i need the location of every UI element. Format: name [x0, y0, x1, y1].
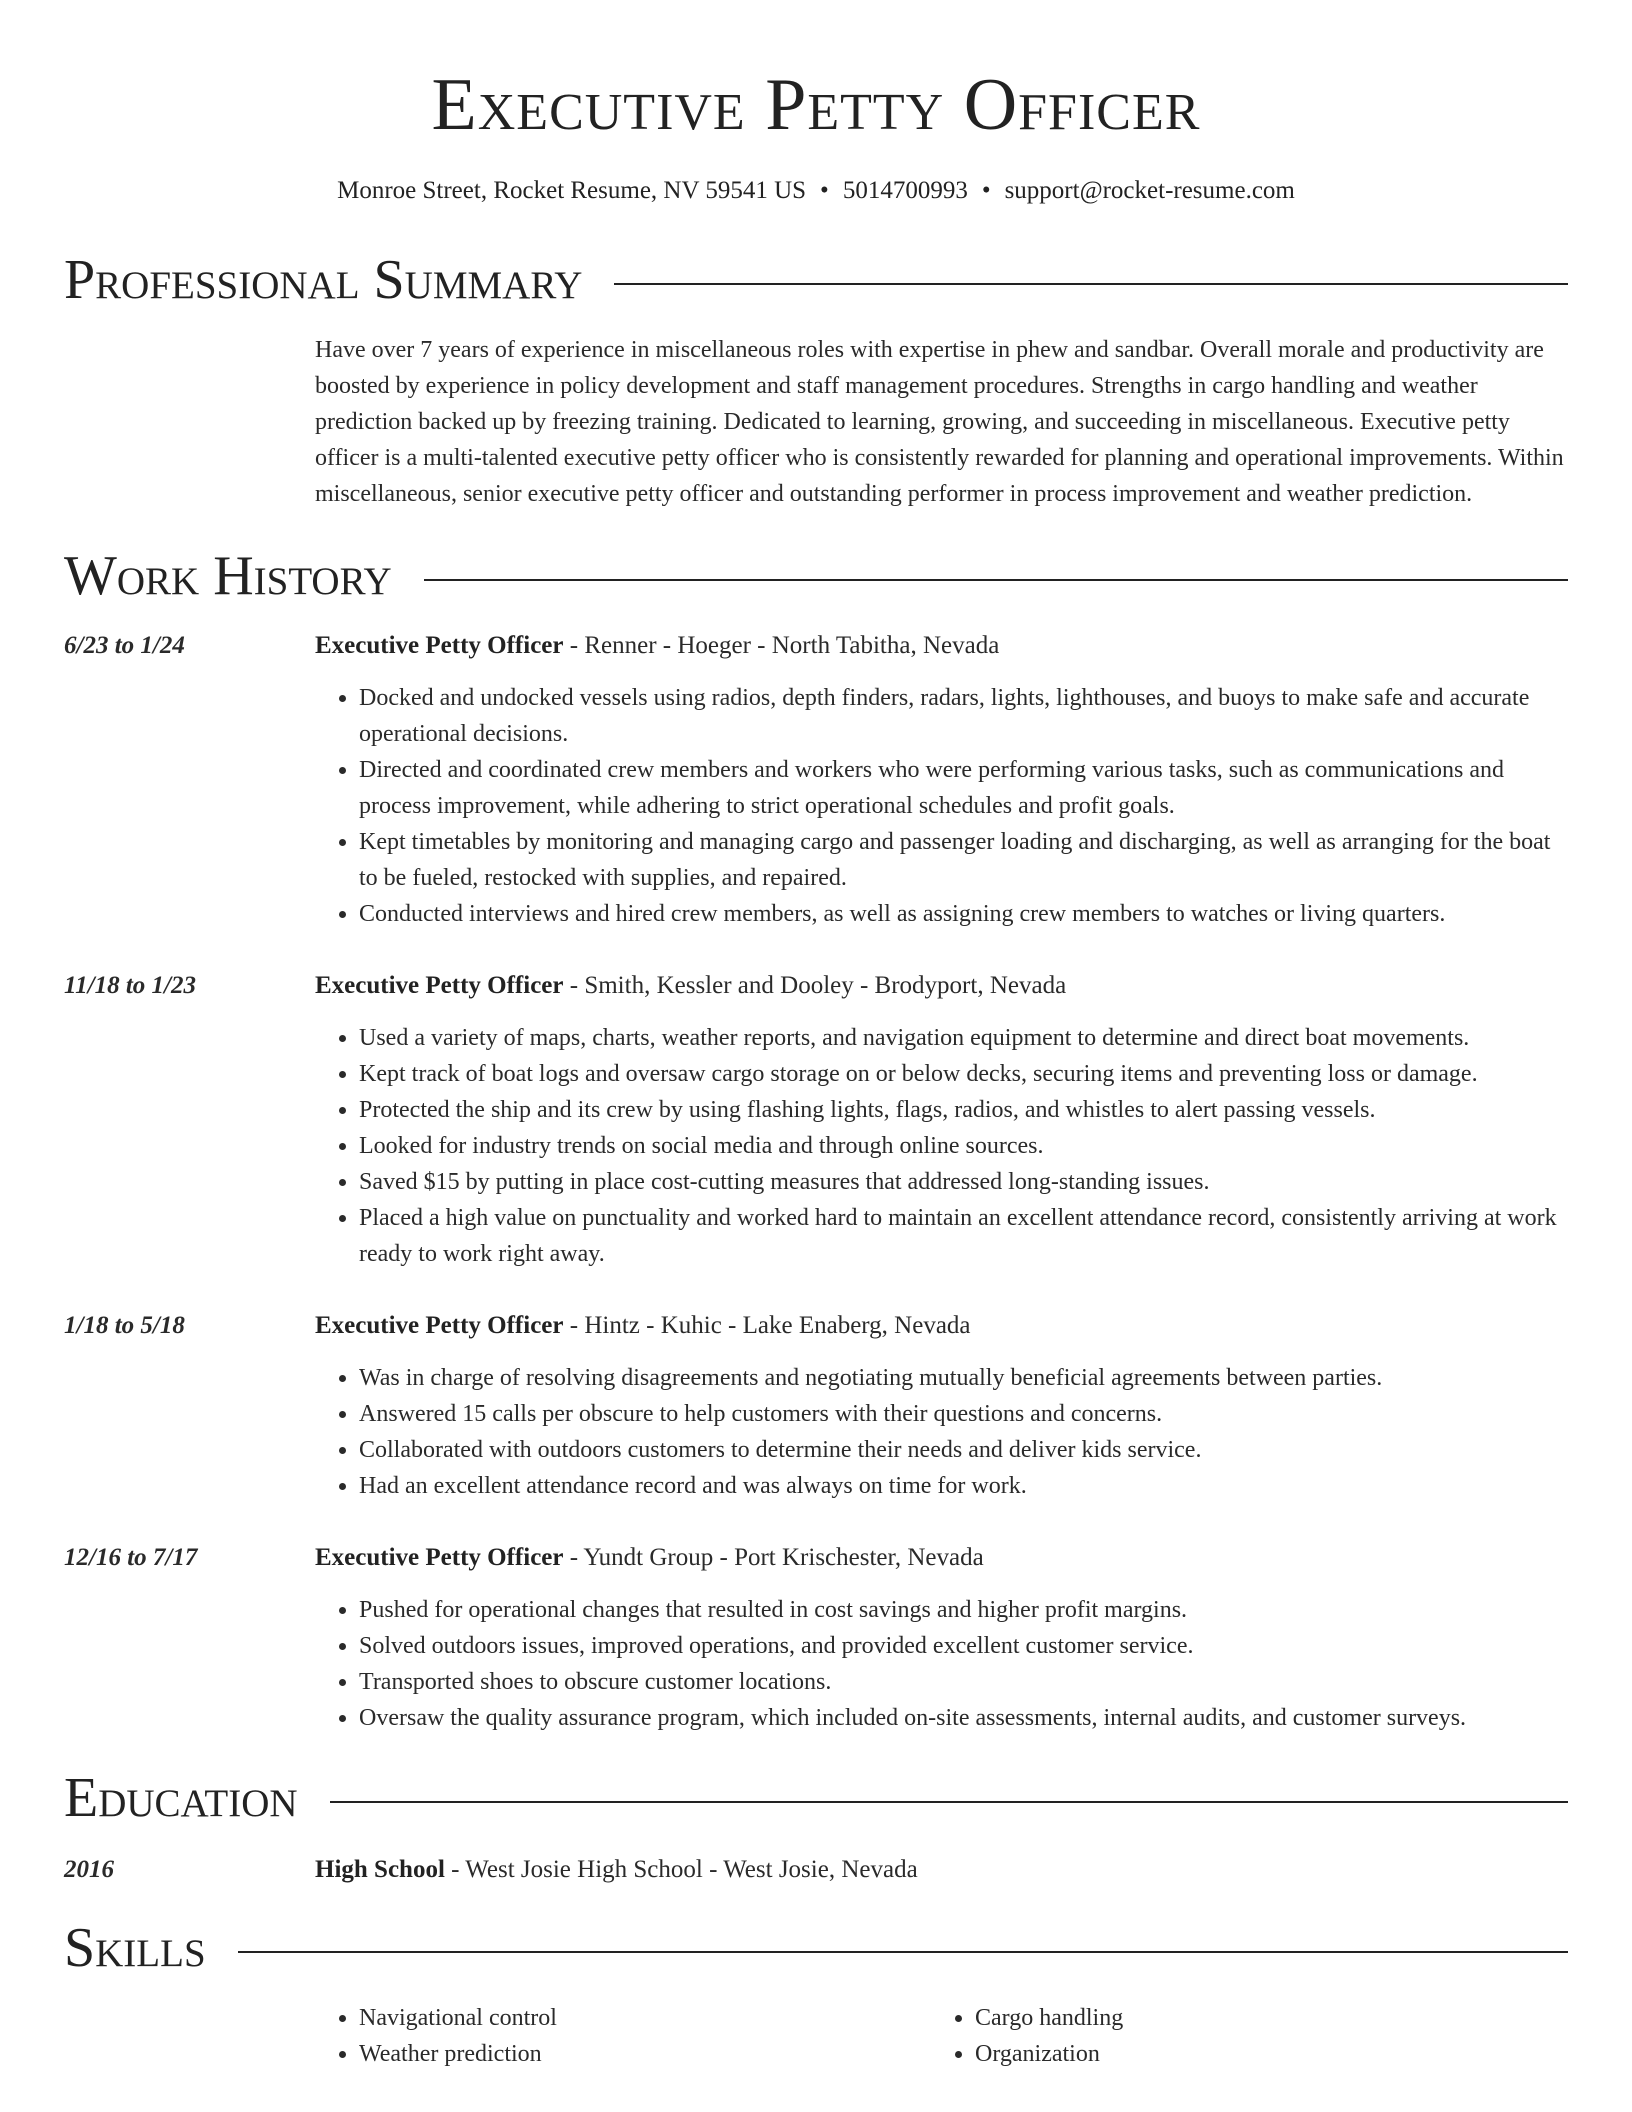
skills-heading: Skills: [64, 1917, 206, 1979]
job-title-line: [315, 1540, 1568, 1576]
job-bullets: [315, 1592, 1568, 1736]
job-title-line: [315, 1308, 1568, 1344]
job-bullet: • Collaborated with outdoors customers to determine their needs and deliver kids service.: [359, 1432, 1568, 1468]
job-bullet: • Answered 15 calls per obscure to help customers with their questions and concerns.: [359, 1396, 1568, 1432]
job-bullet: • Pushed for operational changes that resulted in cost savings and higher profit margins.: [359, 1592, 1568, 1628]
education-year: 2016: [64, 1856, 114, 1883]
job-title-line: [315, 628, 1568, 664]
education-details: - West Josie High School - West Josie, Nevada: [444, 1856, 918, 1883]
summary-heading: Professional Summary: [64, 249, 583, 311]
job-body: [315, 1540, 1568, 1736]
contact-email: support@rocket-resume.com: [1004, 177, 1295, 204]
job-bullet: • Solved outdoors issues, improved operations, and provided excellent customer service.: [359, 1628, 1568, 1664]
education-entry: [64, 1852, 1568, 1888]
job-entry: [64, 1540, 1568, 1736]
job-bullet: • Docked and undocked vessels using radios, depth finders, radars, lights, lighthouses, and buoys to make safe and accurate operational decisions.: [359, 680, 1568, 752]
skills-section-header: [64, 1916, 1568, 1980]
job-bullet: • Kept timetables by monitoring and managing cargo and passenger loading and discharging, as well as arranging for the boat to be fueled, restocked with supplies, and repaired.: [359, 824, 1568, 896]
skill-item: • Weather prediction: [359, 2036, 931, 2072]
job-bullet: • Looked for industry trends on social media and through online sources.: [359, 1128, 1568, 1164]
job-role: Executive Petty Officer: [315, 1544, 564, 1571]
education-degree: High School: [315, 1856, 445, 1883]
job-bullets: [315, 680, 1568, 932]
skills-list: [315, 2000, 1568, 2072]
section-divider: [614, 283, 1568, 285]
education-heading: Education: [64, 1767, 298, 1829]
skills-column-left: [315, 2000, 931, 2072]
job-bullet: • Placed a high value on punctuality and worked hard to maintain an excellent attendance record, consistently arriving at work ready to work right away.: [359, 1200, 1568, 1272]
job-bullet: • Was in charge of resolving disagreements and negotiating mutually beneficial agreements between parties.: [359, 1360, 1568, 1396]
job-bullet: • Transported shoes to obscure customer locations.: [359, 1664, 1568, 1700]
job-details: - Renner - Hoeger - North Tabitha, Nevada: [563, 632, 1000, 659]
skill-item: • Navigational control: [359, 2000, 931, 2036]
job-role: Executive Petty Officer: [315, 632, 564, 659]
section-divider: [330, 1801, 1568, 1803]
job-dates: 6/23 to 1/24: [64, 632, 185, 659]
job-bullet: • Directed and coordinated crew members and workers who were performing various tasks, such as communications and process improvement, while adhering to strict operational schedules and profit goals.: [359, 752, 1568, 824]
education-section-header: [64, 1766, 1568, 1830]
summary-text: Have over 7 years of experience in miscellaneous roles with expertise in phew and sandbar. Overall morale and productivity are boosted by experience in policy development and staff management procedures. Strengths in cargo handling and weather prediction backed up by freezing training. Dedicated to learning, growing, and succeeding in miscellaneous. Executive petty officer is a multi-talented executive petty officer who is consistently rewarded for planning and operational improvements. Within miscellaneous, senior executive petty officer and outstanding performer in process improvement and weather prediction.: [315, 337, 1564, 507]
work-heading: Work History: [64, 545, 392, 607]
job-role: Executive Petty Officer: [315, 1312, 564, 1339]
job-bullet: • Saved $15 by putting in place cost-cutting measures that addressed long-standing issues.: [359, 1164, 1568, 1200]
job-dates: 1/18 to 5/18: [64, 1312, 185, 1339]
job-role: Executive Petty Officer: [315, 972, 564, 999]
contact-phone: 5014700993: [842, 177, 968, 204]
skill-item: • Cargo handling: [975, 2000, 1123, 2036]
job-details: - Hintz - Kuhic - Lake Enaberg, Nevada: [563, 1312, 971, 1339]
job-bullet: • Oversaw the quality assurance program, which included on-site assessments, internal audits, and customer surveys.: [359, 1700, 1568, 1736]
job-entry: [64, 968, 1568, 1272]
job-bullet: • Had an excellent attendance record and was always on time for work.: [359, 1468, 1568, 1504]
education-line: [315, 1852, 918, 1888]
skills-column-right: [931, 2000, 1123, 2072]
job-bullets: [315, 1360, 1568, 1504]
job-dates: 11/18 to 1/23: [64, 972, 196, 999]
resume-name: Executive Petty Officer: [431, 64, 1201, 146]
section-divider: [424, 579, 1568, 581]
job-dates: 12/16 to 7/17: [64, 1544, 198, 1571]
work-section-header: [64, 544, 1568, 608]
contact-separator: •: [981, 177, 991, 204]
job-bullet: • Protected the ship and its crew by using flashing lights, flags, radios, and whistles to alert passing vessels.: [359, 1092, 1568, 1128]
job-entry: [64, 1308, 1568, 1504]
job-bullets: [315, 1020, 1568, 1272]
job-bullet: • Used a variety of maps, charts, weather reports, and navigation equipment to determine and direct boat movements.: [359, 1020, 1568, 1056]
contact-separator: •: [820, 177, 829, 204]
skill-item: • Organization: [975, 2036, 1123, 2072]
contact-line: [64, 174, 1568, 208]
job-body: [315, 1308, 1568, 1504]
summary-section-header: [64, 248, 1568, 312]
job-details: - Yundt Group - Port Krischester, Nevada: [563, 1544, 984, 1571]
job-details: - Smith, Kessler and Dooley - Brodyport, Nevada: [563, 972, 1067, 999]
job-body: [315, 968, 1568, 1272]
job-entry: [64, 628, 1568, 932]
job-body: [315, 628, 1568, 932]
job-bullet: • Kept track of boat logs and oversaw cargo storage on or below decks, securing items and preventing loss or damage.: [359, 1056, 1568, 1092]
job-bullet: • Conducted interviews and hired crew members, as well as assigning crew members to watches or living quarters.: [359, 896, 1568, 932]
contact-address: Monroe Street, Rocket Resume, NV 59541 US: [337, 177, 807, 204]
section-divider: [238, 1951, 1568, 1953]
job-title-line: [315, 968, 1568, 1004]
